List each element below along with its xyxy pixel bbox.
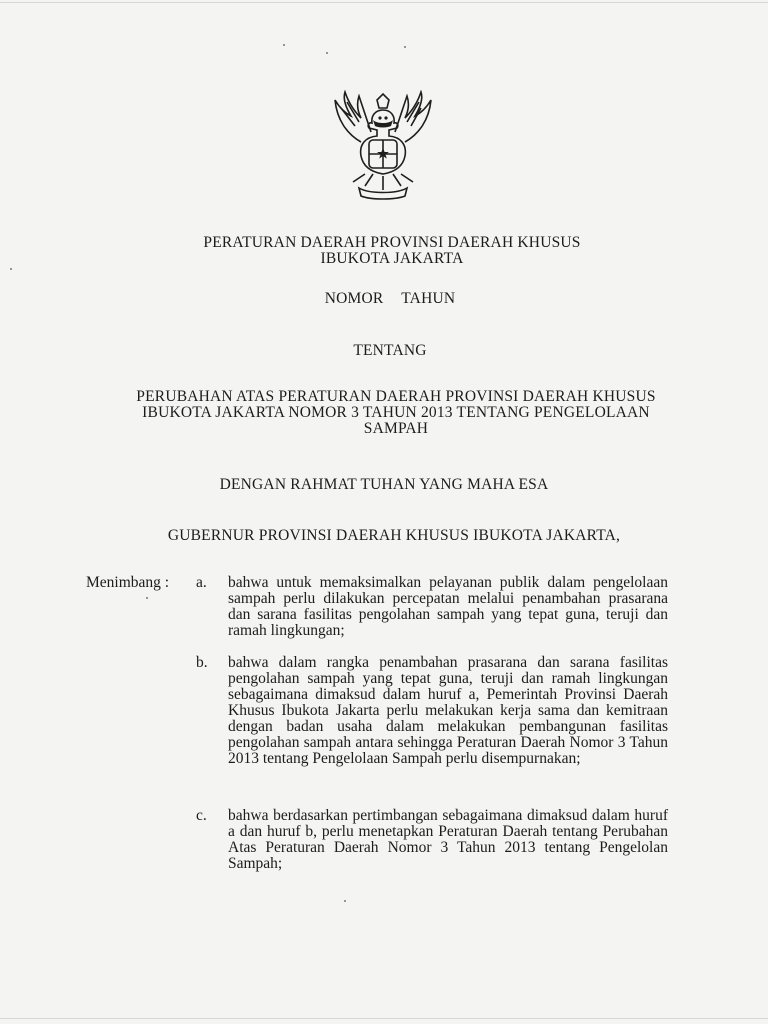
item-letter: c. [196, 807, 207, 824]
title-line-2: IBUKOTA JAKARTA [320, 250, 464, 267]
item-text: bahwa untuk memaksimalkan pelayanan publik dalam pengelolaan sampah perlu dilakukan percepatan melalui penambahan prasarana dan sarana fasilitas pengolahan sampah yang tepat guna, teruji dan ramah lingkungan; [228, 574, 668, 639]
subject-line-3: SAMPAH [363, 420, 429, 437]
item-letter: a. [196, 574, 207, 591]
blessing-line: DENGAN RAHMAT TUHAN YANG MAHA ESA [219, 476, 549, 493]
regulation-title [8, 235, 768, 267]
item-letter: b. [196, 654, 208, 671]
item-text: bahwa berdasarkan pertimbangan sebagaimana dimaksud dalam huruf a dan huruf b, perlu menetapkan Peraturan Daerah tentang Perubahan Atas Peraturan Daerah Nomor 3 Tahun 2013 tentang Pengelolan Sampah; [228, 807, 668, 872]
item-text: bahwa dalam rangka penambahan prasarana dan sarana fasilitas pengolahan sampah yang tepat guna, teruji dan ramah lingkungan sebagaimana dimaksud dalam huruf a, Pemerintah Provinsi Daerah Khusus Ibukota Jakarta perlu melakukan kerja sama dan kemitraan dengan badan usaha dalam melakukan pembangunan fasilitas pengolahan sampah antara sehingga Peraturan Daerah Nomor 3 Tahun 2013 tentang Pengelolaan Sampah perlu disempurnakan; [228, 654, 668, 767]
scan-speck [404, 46, 406, 48]
scan-speck [146, 597, 148, 599]
considering-label: Menimbang : [86, 574, 170, 591]
subject-line-1: PERUBAHAN ATAS PERATURAN DAERAH PROVINSI DAERAH KHUSUS [136, 388, 656, 405]
scan-edge-bottom [0, 1018, 768, 1019]
issuer-line: GUBERNUR PROVINSI DAERAH KHUSUS IBUKOTA JAKARTA, [167, 527, 621, 544]
scan-speck [283, 44, 285, 46]
scan-speck [326, 52, 328, 54]
subject-line-2: IBUKOTA JAKARTA NOMOR 3 TAHUN 2013 TENTANG PENGELOLAAN [142, 404, 650, 421]
garuda-emblem-icon [325, 90, 441, 200]
regulation-number: NOMOR TAHUN [324, 290, 456, 307]
regulation-subject [12, 389, 768, 437]
scan-edge-top [0, 2, 768, 3]
scan-speck [10, 268, 12, 270]
about-heading: TENTANG [353, 342, 427, 359]
scan-speck [344, 900, 346, 902]
title-line-1: PERATURAN DAERAH PROVINSI DAERAH KHUSUS [203, 234, 581, 251]
